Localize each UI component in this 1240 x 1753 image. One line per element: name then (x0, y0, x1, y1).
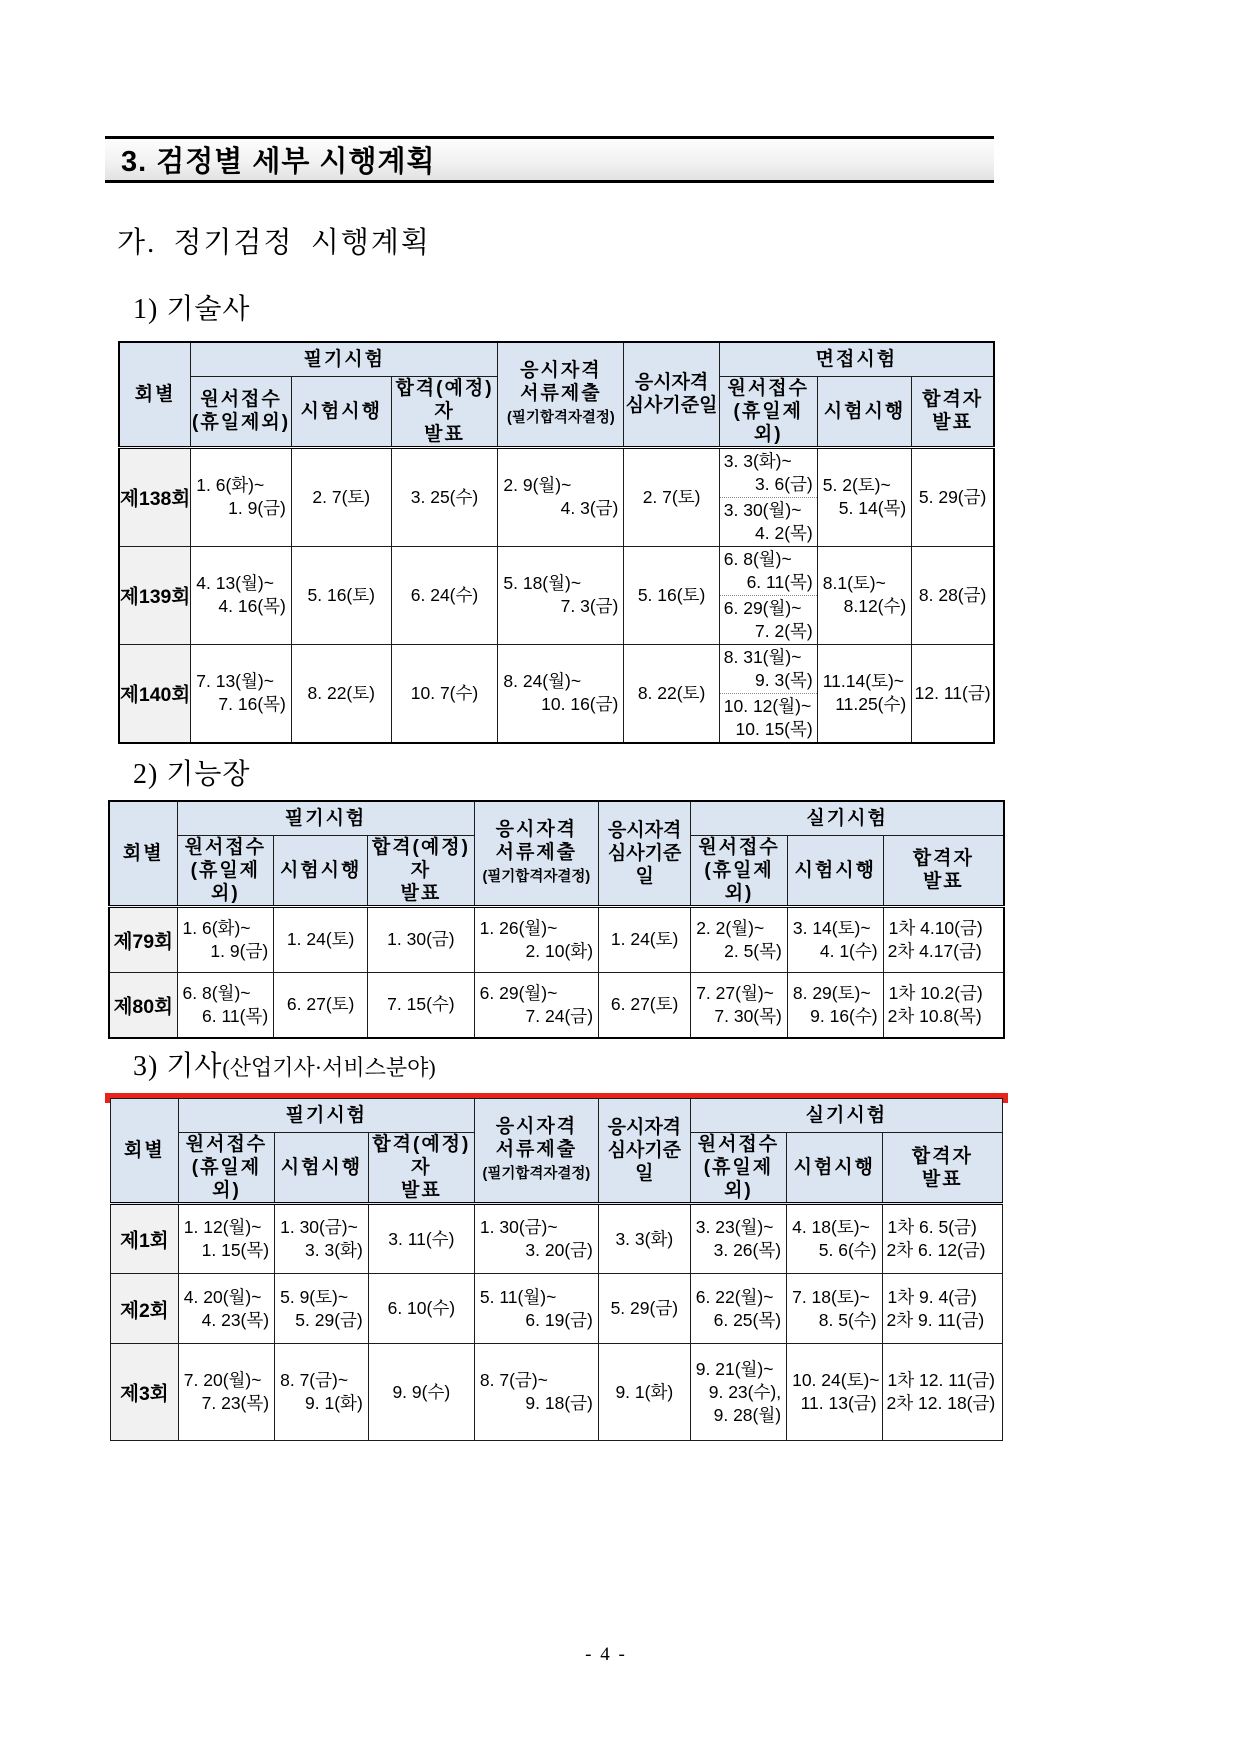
schedule-cell: 5. 29(금) (598, 1274, 690, 1344)
split-period (720, 449, 817, 497)
date-line: 11.25(수) (835, 694, 907, 714)
row-label-round: 제1회 (111, 1204, 179, 1274)
schedule-table-master-craftsman (108, 800, 1005, 1039)
date-line: 4. 2(목) (755, 522, 813, 543)
date-line: 2. 2(월)~ (696, 917, 765, 938)
date-line: 8.12(수) (843, 596, 907, 616)
date-line: 2. 9(월)~ (503, 475, 572, 495)
schedule-cell (178, 1344, 274, 1441)
date-line: 7. 13(월)~ (196, 671, 274, 691)
col-header-exam-date-2: 시험시행 (787, 835, 883, 906)
table-caption-text: 2) 기능장 (133, 759, 251, 790)
schedule-cell (690, 1204, 786, 1274)
col-group-second-exam: 면접시험 (719, 342, 994, 376)
date-line: 2차 10.8(목) (887, 1005, 982, 1026)
row-label-round: 제79회 (109, 906, 177, 972)
schedule-cell (178, 1204, 274, 1274)
table-row (119, 546, 994, 644)
col-header-round: 회별 (119, 342, 191, 447)
date-line: 7. 27(월)~ (696, 982, 774, 1003)
schedule-cell: 6. 27(토) (599, 972, 691, 1038)
col-header-registration-2: 원서접수 (휴일제외) (690, 1133, 786, 1204)
date-line: 7. 30(목) (714, 1005, 782, 1026)
date-line: 6. 29(월)~ (723, 597, 802, 618)
schedule-cell: 1. 24(토) (274, 906, 368, 972)
date-line: 3. 30(월)~ (723, 499, 802, 520)
date-line: 5. 9(토)~ (280, 1286, 349, 1307)
date-line: 6. 8(월)~ (723, 548, 792, 569)
schedule-cell (787, 906, 883, 972)
date-line: 2. 5(목) (724, 940, 782, 961)
date-line: 5. 2(토)~ (822, 475, 891, 495)
schedule-cell (474, 906, 598, 972)
date-line: 3. 26(목) (713, 1240, 782, 1260)
date-line: 4. 3(금) (560, 498, 619, 518)
schedule-cell: 3. 3(화) (598, 1204, 690, 1274)
table-caption-text: 1) 기술사 (133, 294, 251, 325)
date-line: 2. 10(화) (525, 940, 594, 961)
table-caption-master-craftsman (133, 752, 250, 792)
date-line: 8. 7(금)~ (280, 1370, 349, 1390)
schedule-cell (883, 972, 1004, 1038)
date-line: 3. 20(금) (525, 1240, 593, 1260)
date-line: 9. 21(월)~ (695, 1358, 774, 1379)
schedule-cell (691, 906, 788, 972)
row-label-round: 제80회 (109, 972, 177, 1038)
col-header-docs-submission: 응시자격 서류제출 (필기합격자결정) (474, 801, 598, 906)
date-line: 9. 18(금) (525, 1393, 593, 1413)
date-line: 8. 29(토)~ (792, 982, 871, 1003)
table-caption-text: 3) 기사 (133, 1051, 223, 1082)
date-line: 6. 19(금) (525, 1309, 593, 1330)
schedule-cell (474, 972, 598, 1038)
split-period (720, 595, 817, 644)
date-line: 1차 12. 11(금) (887, 1370, 995, 1390)
date-line: 4. 16(목) (218, 596, 286, 616)
col-header-criteria-date: 응시자격 심사기준일 (598, 1099, 690, 1204)
col-header-registration: 원서접수 (휴일제외) (191, 376, 292, 447)
date-line: 8. 31(월)~ (723, 646, 802, 667)
schedule-cell (275, 1204, 369, 1274)
date-line: 7. 18(토)~ (792, 1286, 870, 1307)
schedule-cell (177, 906, 274, 972)
date-line: 2차 4.17(금) (887, 940, 982, 961)
col-header-final-pass-announcement: 합격자 발표 (883, 835, 1004, 906)
engineer-table-red-frame (105, 1093, 1008, 1425)
schedule-table-technologist (118, 341, 995, 744)
date-line: 4. 23(목) (201, 1309, 270, 1330)
schedule-cell (690, 1344, 786, 1441)
col-group-written-exam: 필기시험 (191, 342, 498, 376)
date-line: 6. 22(월)~ (695, 1286, 774, 1307)
table-row (119, 447, 994, 546)
date-line: 5. 18(월)~ (503, 573, 582, 593)
schedule-cell (787, 1274, 882, 1344)
table-row (109, 906, 1004, 972)
col-header-exam-date: 시험시행 (275, 1133, 369, 1204)
date-line: 3. 6(금) (755, 473, 813, 494)
schedule-cell: 5. 29(금) (912, 447, 994, 546)
date-line: 7. 20(월)~ (183, 1370, 262, 1390)
schedule-cell: 7. 15(수) (368, 972, 475, 1038)
col-header-written-pass-announcement: 합격(예정)자 발표 (391, 376, 498, 447)
table-row (119, 644, 994, 743)
schedule-cell (882, 1344, 1002, 1441)
date-line: 9. 16(수) (810, 1005, 878, 1026)
schedule-cell (177, 972, 274, 1038)
col-header-round: 회별 (109, 801, 177, 906)
date-line: 7. 23(목) (201, 1393, 270, 1413)
col-group-second-exam: 실기시험 (690, 1099, 1002, 1133)
date-line: 5. 14(목) (838, 498, 907, 518)
date-line: 10. 12(월)~ (723, 695, 812, 716)
date-line: 5. 29(금) (295, 1309, 363, 1330)
schedule-cell: 6. 27(토) (274, 972, 368, 1038)
schedule-cell (474, 1274, 598, 1344)
date-line: 6. 11(목) (201, 1005, 269, 1026)
date-line: 8.1(토)~ (822, 573, 886, 593)
schedule-cell (787, 1344, 882, 1441)
schedule-cell: 8. 22(토) (624, 644, 719, 743)
date-line: 8. 7(금)~ (479, 1370, 548, 1390)
schedule-cell (817, 644, 912, 743)
col-header-final-pass-announcement: 합격자 발표 (912, 376, 994, 447)
table-caption-technologist (133, 287, 250, 327)
col-header-exam-date-2: 시험시행 (787, 1133, 882, 1204)
row-label-round: 제139회 (119, 546, 191, 644)
schedule-cell (817, 447, 912, 546)
col-header-docs-note: (필기합격자결정) (507, 409, 615, 426)
schedule-cell (787, 972, 883, 1038)
schedule-cell: 3. 11(수) (368, 1204, 474, 1274)
split-period (720, 693, 817, 742)
table-row (111, 1204, 1003, 1274)
date-line: 3. 23(월)~ (695, 1217, 774, 1237)
date-line: 2차 12. 18(금) (886, 1393, 996, 1413)
subsection-heading: 가. 정기검정 시행계획 (117, 227, 431, 259)
table-caption-subtext: (산업기사·서비스분야) (222, 1055, 436, 1080)
date-line: 5. 11(월)~ (479, 1286, 557, 1307)
schedule-cell (498, 447, 624, 546)
col-header-docs-note: (필기합격자결정) (482, 1166, 591, 1182)
date-line: 1차 4.10(금) (888, 917, 983, 938)
date-line: 1차 10.2(금) (888, 982, 983, 1003)
date-line: 9. 1(화) (305, 1393, 363, 1413)
date-line: 1. 9(금) (228, 498, 286, 518)
schedule-cell (882, 1204, 1002, 1274)
page-number: - 4 - (585, 1644, 627, 1665)
date-line: 9. 28(월) (713, 1404, 782, 1425)
col-header-exam-date: 시험시행 (274, 835, 368, 906)
date-line: 1. 30(금)~ (479, 1217, 558, 1237)
col-header-final-pass-announcement: 합격자 발표 (882, 1133, 1002, 1204)
schedule-cell (882, 1274, 1002, 1344)
col-header-criteria-date: 응시자격 심사기준일 (599, 801, 691, 906)
date-line: 1. 30(금)~ (280, 1217, 358, 1237)
schedule-cell: 10. 7(수) (391, 644, 498, 743)
date-line: 2차 6. 12(금) (886, 1240, 986, 1260)
schedule-cell: 1. 24(토) (599, 906, 691, 972)
col-header-registration: 원서접수 (휴일제외) (178, 1133, 274, 1204)
date-line: 4. 20(월)~ (183, 1286, 262, 1307)
date-line: 4. 13(월)~ (196, 573, 274, 593)
table-caption-engineer (133, 1044, 436, 1084)
date-line: 1. 6(화)~ (196, 475, 265, 495)
schedule-cell: 8. 28(금) (912, 546, 994, 644)
col-header-written-pass-announcement: 합격(예정)자 발표 (368, 835, 475, 906)
date-line: 6. 11(목) (746, 571, 813, 592)
col-header-registration-2: 원서접수 (휴일제외) (691, 835, 788, 906)
schedule-cell: 1. 30(금) (368, 906, 475, 972)
date-line: 3. 3(화)~ (723, 450, 792, 471)
date-line: 1. 26(월)~ (479, 917, 558, 938)
date-line: 3. 14(토)~ (792, 917, 871, 938)
col-header-docs-submission: 응시자격 서류제출 (필기합격자결정) (474, 1099, 598, 1204)
row-label-round: 제2회 (111, 1274, 179, 1344)
schedule-cell (498, 644, 624, 743)
col-header-docs-submission: 응시자격 서류제출 (필기합격자결정) (498, 342, 624, 447)
date-line: 1차 9. 4(금) (887, 1286, 977, 1307)
date-line: 4. 1(수) (819, 940, 878, 961)
schedule-cell: 6. 24(수) (391, 546, 498, 644)
schedule-cell (719, 546, 817, 644)
date-line: 5. 6(수) (818, 1240, 877, 1260)
date-line: 8. 5(수) (818, 1309, 877, 1330)
date-line: 11. 13(금) (800, 1393, 877, 1413)
date-line: 10. 15(목) (735, 718, 813, 739)
date-line: 2차 9. 11(금) (886, 1309, 985, 1330)
schedule-cell (191, 546, 292, 644)
date-line: 7. 16(목) (218, 694, 286, 714)
table-row (111, 1274, 1003, 1344)
schedule-cell (691, 972, 788, 1038)
table-row (109, 972, 1004, 1038)
split-period (720, 497, 817, 546)
schedule-cell (817, 546, 912, 644)
split-period (720, 547, 817, 595)
schedule-cell: 3. 25(수) (391, 447, 498, 546)
schedule-table-engineer (110, 1098, 1003, 1441)
row-label-round: 제138회 (119, 447, 191, 546)
col-group-second-exam: 실기시험 (691, 801, 1004, 835)
section-banner-title: 3. 검정별 세부 시행계획 (121, 146, 436, 178)
schedule-cell: 8. 22(토) (291, 644, 391, 743)
date-line: 11.14(토)~ (822, 671, 905, 691)
date-line: 6. 8(월)~ (182, 982, 251, 1003)
schedule-cell: 6. 10(수) (368, 1274, 474, 1344)
schedule-cell (690, 1274, 786, 1344)
date-line: 6. 25(목) (713, 1309, 782, 1330)
date-line: 7. 24(금) (525, 1005, 594, 1026)
split-period (720, 645, 817, 693)
date-line: 6. 29(월)~ (479, 982, 558, 1003)
date-line: 7. 2(목) (755, 620, 813, 641)
col-header-registration-2: 원서접수 (휴일제외) (719, 376, 817, 447)
table-row (111, 1344, 1003, 1441)
date-line: 4. 18(토)~ (792, 1217, 870, 1237)
schedule-cell (498, 546, 624, 644)
schedule-cell (275, 1274, 369, 1344)
date-line: 8. 24(월)~ (503, 671, 582, 691)
col-header-written-pass-announcement: 합격(예정)자 발표 (368, 1133, 474, 1204)
date-line: 10. 16(금) (541, 694, 619, 714)
col-group-written-exam: 필기시험 (177, 801, 474, 835)
schedule-cell (787, 1204, 882, 1274)
schedule-cell (474, 1204, 598, 1274)
schedule-cell (191, 447, 292, 546)
date-line: 1. 12(월)~ (183, 1217, 262, 1237)
col-header-round: 회별 (111, 1099, 179, 1204)
schedule-cell: 9. 9(수) (368, 1344, 474, 1441)
schedule-cell (191, 644, 292, 743)
date-line: 10. 24(토)~ (792, 1370, 880, 1390)
col-header-criteria-date: 응시자격 심사기준일 (624, 342, 719, 447)
schedule-cell: 2. 7(토) (291, 447, 391, 546)
schedule-cell (719, 644, 817, 743)
col-group-written-exam: 필기시험 (178, 1099, 474, 1133)
section-banner (105, 136, 994, 183)
col-header-exam-date: 시험시행 (291, 376, 391, 447)
schedule-cell: 5. 16(토) (624, 546, 719, 644)
date-line: 9. 23(수), (708, 1381, 782, 1402)
schedule-cell (178, 1274, 274, 1344)
schedule-cell: 12. 11(금) (912, 644, 994, 743)
date-line: 1. 6(화)~ (182, 917, 251, 938)
schedule-cell (275, 1344, 369, 1441)
col-header-registration: 원서접수 (휴일제외) (177, 835, 274, 906)
col-header-docs-note: (필기합격자결정) (482, 868, 591, 885)
row-label-round: 제3회 (111, 1344, 179, 1441)
date-line: 7. 3(금) (560, 596, 619, 616)
date-line: 9. 3(목) (755, 669, 813, 690)
date-line: 1. 9(금) (210, 940, 269, 961)
schedule-cell (719, 447, 817, 546)
schedule-cell (474, 1344, 598, 1441)
schedule-cell: 2. 7(토) (624, 447, 719, 546)
date-line: 1차 6. 5(금) (887, 1217, 977, 1237)
date-line: 1. 15(목) (201, 1240, 270, 1260)
col-header-exam-date-2: 시험시행 (817, 376, 912, 447)
date-line: 3. 3(화) (305, 1240, 363, 1260)
schedule-cell: 9. 1(화) (598, 1344, 690, 1441)
row-label-round: 제140회 (119, 644, 191, 743)
schedule-cell (883, 906, 1004, 972)
schedule-cell: 5. 16(토) (291, 546, 391, 644)
